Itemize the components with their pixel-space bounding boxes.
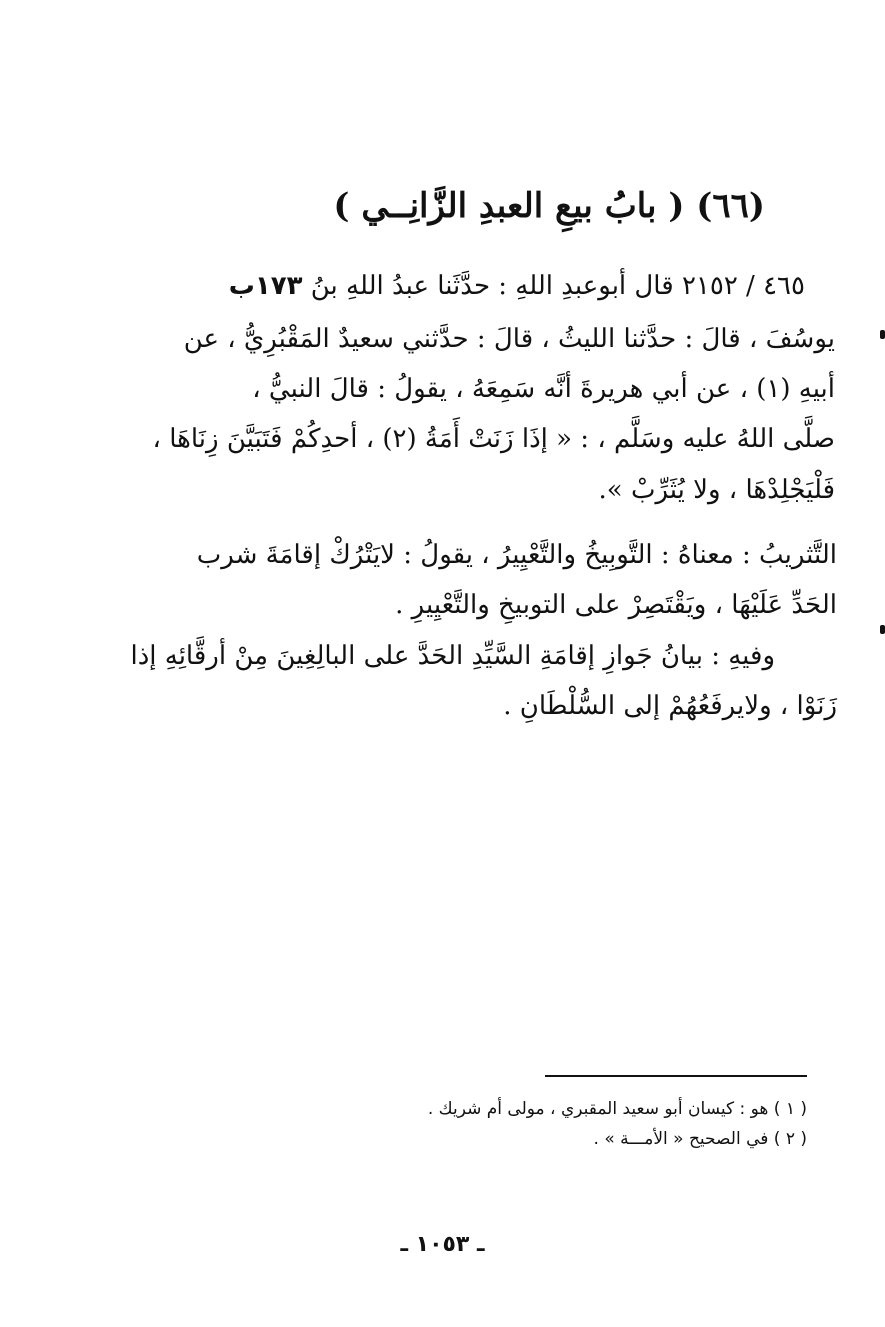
commentary-line-3: وفيهِ : بيانُ جَوازِ إقامَةِ السَّيِّدِ الحَدَّ على البالِغِينَ مِنْ أرقَّائِهِ إذا <box>130 641 775 671</box>
commentary-line-1: التَّثريبُ : معناهُ : التَّوبِيخُ والتَّعْيِيرُ ، يقولُ : لايَتْرُكْ إقامَةَ شرب <box>196 540 837 570</box>
margin-mark <box>880 330 885 339</box>
hadith-line-4: صلَّى اللهُ عليه وسَلَّم ، : « إذَا زَنَتْ أَمَةُ (٢) ، أحدِكُمْ فَتَبَيَّنَ زِنَاهَا ، <box>152 424 835 454</box>
margin-mark <box>880 625 885 634</box>
hadith-line-3: أبيهِ (١) ، عن أبي هريرةَ أنَّه سَمِعَهُ ، يقولُ : قالَ النبيُّ ، <box>252 374 835 404</box>
hadith-line-5: فَلْيَجْلِدْهَا ، ولا يُثَرِّبْ ». <box>598 475 835 505</box>
commentary-line-4: زَنَوْا ، ولايرفَعُهُمْ إلى السُّلْطَانِ . <box>503 691 837 721</box>
page-number: ـ ١٠٥٣ ـ <box>400 1232 485 1257</box>
footnote-divider <box>545 1075 807 1077</box>
chapter-title: (٦٦) ( بابُ بيعِ العبدِ الزَّانِــي ) <box>333 186 765 226</box>
hadith-line-text: ٤٦٥ / ٢١٥٢ قال أبوعبدِ اللهِ : حدَّثَنا عبدُ اللهِ بنُ <box>310 271 805 301</box>
footnote-2: ( ٢ ) في الصحيح « الأمـــة » . <box>593 1129 807 1149</box>
commentary-line-2: الحَدِّ عَلَيْهَا ، ويَقْتَصِرْ على التوبيخِ والتَّعْيِيرِ . <box>395 590 837 620</box>
footnote-1: ( ١ ) هو : كيسان أبو سعيد المقبري ، مولى أم شريك . <box>427 1099 807 1119</box>
hadith-line-2: يوسُفَ ، قالَ : حدَّثنا الليثُ ، قالَ : حدَّثني سعيدٌ المَقْبُرِيُّ ، عن <box>183 324 835 354</box>
manuscript-leaf-marker: ١٧٣ب <box>228 271 303 301</box>
hadith-line-1 <box>75 266 805 306</box>
